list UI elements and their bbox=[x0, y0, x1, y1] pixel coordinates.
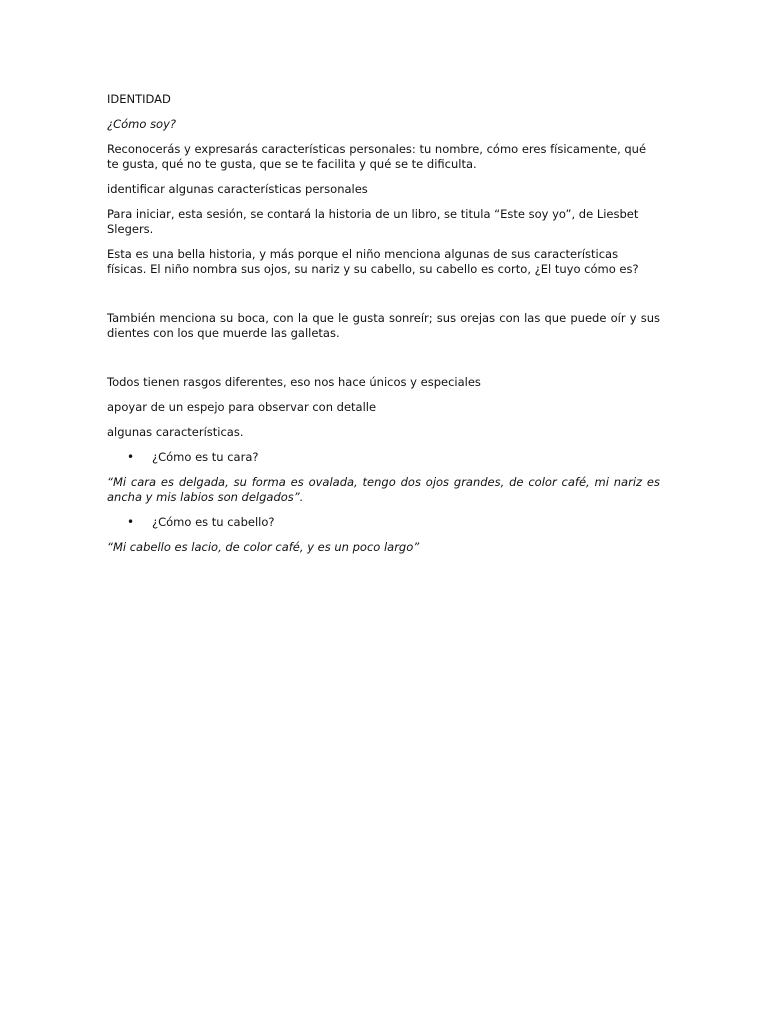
mirror-paragraph: apoyar de un espejo para observar con detalle bbox=[107, 400, 377, 414]
characteristics-paragraph: algunas características. bbox=[107, 425, 244, 439]
document-page bbox=[107, 92, 660, 565]
objective-paragraph: identificar algunas características personales bbox=[107, 182, 368, 196]
bullet-item-hair bbox=[107, 515, 660, 530]
unique-traits-paragraph: Todos tienen rasgos diferentes, eso nos hace únicos y especiales bbox=[107, 375, 481, 389]
bullet-icon: • bbox=[127, 515, 135, 529]
story-paragraph: Esta es una bella historia, y más porque el niño menciona algunas de sus características físicas. El niño nombra sus ojos, su nariz y su cabello, su cabello es corto, ¿El tuyo cómo es? bbox=[107, 247, 639, 276]
story-continued-paragraph: También menciona su boca, con la que le gusta sonreír; sus orejas con las que puede oír y sus dientes con los que muerde las galletas. bbox=[107, 311, 660, 340]
story-intro-paragraph: Para iniciar, esta sesión, se contará la historia de un libro, se titula “Este soy yo”, de Liesbet Slegers. bbox=[107, 207, 639, 236]
bullet-question: ¿Cómo es tu cara? bbox=[152, 450, 259, 464]
hair-answer: “Mi cabello es lacio, de color café, y es un poco largo” bbox=[107, 540, 420, 554]
bullet-item-face bbox=[107, 450, 660, 465]
intro-paragraph: Reconocerás y expresarás características personales: tu nombre, cómo eres físicamente, qué te gusta, qué no te gusta, que se te facilita y qué se te dificulta. bbox=[107, 142, 647, 171]
document-subtitle: ¿Cómo soy? bbox=[107, 117, 176, 131]
bullet-question: ¿Cómo es tu cabello? bbox=[152, 515, 275, 529]
face-answer: “Mi cara es delgada, su forma es ovalada, tengo dos ojos grandes, de color café, mi nariz es ancha y mis labios son delgados”. bbox=[107, 475, 660, 504]
document-title: IDENTIDAD bbox=[107, 92, 171, 106]
bullet-icon: • bbox=[127, 450, 135, 464]
